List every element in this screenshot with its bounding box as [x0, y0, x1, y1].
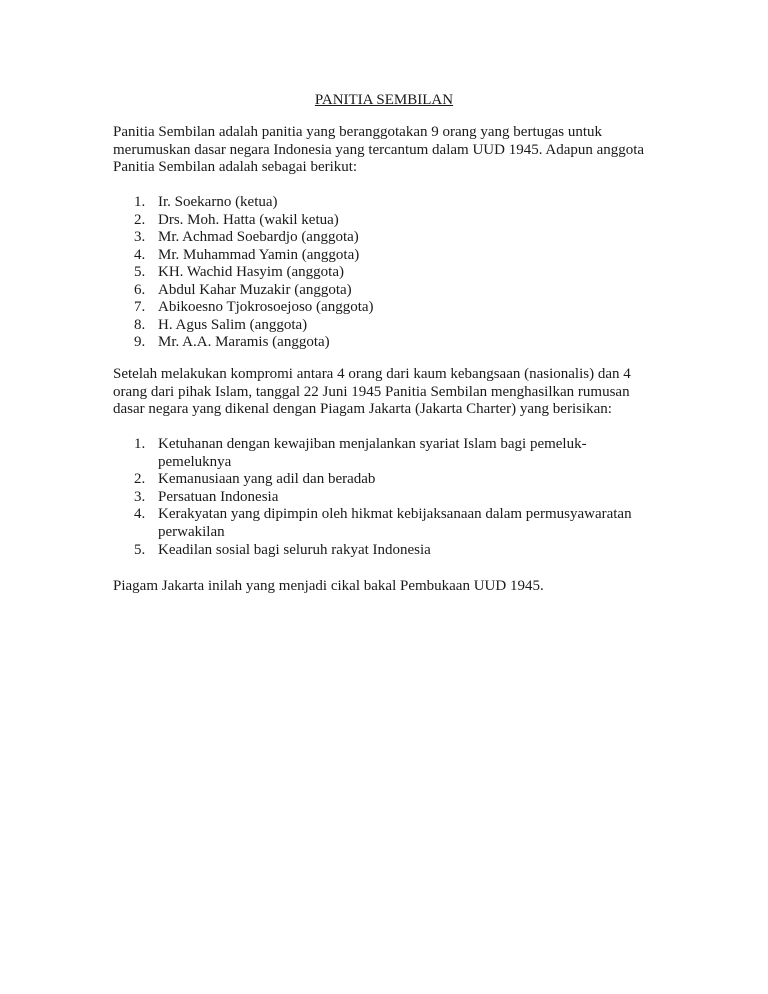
list-number: 1. — [134, 194, 146, 210]
list-text: Persatuan Indonesia — [158, 488, 279, 505]
list-number: 9. — [134, 334, 146, 350]
members-list — [113, 194, 374, 352]
list-number: 5. — [134, 541, 146, 558]
list-number: 6. — [134, 281, 146, 298]
charter-paragraph — [113, 366, 631, 419]
list-item — [113, 282, 374, 300]
list-item — [113, 229, 374, 247]
list-number: 1. — [134, 436, 146, 452]
list-number: 8. — [134, 316, 146, 333]
list-item — [113, 506, 632, 541]
list-text: Keadilan sosial bagi seluruh rakyat Indonesia — [158, 541, 431, 558]
list-number: 4. — [134, 246, 146, 263]
list-text: Mr. A.A. Maramis (anggota) — [158, 334, 330, 350]
list-item — [113, 212, 374, 230]
list-item — [113, 299, 374, 317]
list-item — [113, 471, 632, 489]
list-number: 2. — [134, 471, 146, 488]
paragraph-line: Panitia Sembilan adalah panitia yang beranggotakan 9 orang yang bertugas untuk — [113, 124, 603, 140]
list-item — [113, 436, 632, 471]
list-number: 3. — [134, 488, 146, 505]
list-item — [113, 194, 374, 212]
paragraph-line: Setelah melakukan kompromi antara 4 orang dari kaum kebangsaan (nasionalis) dan 4 — [113, 366, 631, 382]
charter-list — [113, 436, 632, 559]
list-text: Abikoesno Tjokrosoejoso (anggota) — [158, 299, 374, 315]
list-text: pemeluknya — [158, 453, 232, 470]
list-number: 5. — [134, 264, 146, 280]
intro-paragraph — [113, 124, 644, 177]
list-number: 4. — [134, 506, 146, 523]
list-number: 2. — [134, 211, 146, 228]
list-item — [113, 317, 374, 335]
paragraph-line: orang dari pihak Islam, tanggal 22 Juni 1945 Panitia Sembilan menghasilkan rumusan — [113, 383, 630, 400]
list-item — [113, 489, 632, 507]
list-text: Drs. Moh. Hatta (wakil ketua) — [158, 211, 339, 228]
list-text: Mr. Achmad Soebardjo (anggota) — [158, 229, 359, 245]
list-item — [113, 334, 374, 352]
list-text: Mr. Muhammad Yamin (anggota) — [158, 246, 360, 263]
list-number: 7. — [134, 299, 146, 315]
paragraph-line: dasar negara yang dikenal dengan Piagam Jakarta (Jakarta Charter) yang berisikan: — [113, 401, 612, 418]
list-item — [113, 542, 632, 560]
list-number: 3. — [134, 229, 146, 245]
list-text: Ketuhanan dengan kewajiban menjalankan syariat Islam bagi pemeluk- — [158, 436, 587, 452]
list-item — [113, 264, 374, 282]
list-item — [113, 247, 374, 265]
list-text: Abdul Kahar Muzakir (anggota) — [158, 281, 352, 298]
list-text: perwakilan — [158, 523, 225, 540]
paragraph-line: Panitia Sembilan adalah sebagai berikut: — [113, 159, 358, 176]
list-text: Kerakyatan yang dipimpin oleh hikmat kebijaksanaan dalam permusyawaratan — [158, 506, 632, 523]
document-title: PANITIA SEMBILAN — [314, 92, 454, 108]
paragraph-line: merumuskan dasar negara Indonesia yang tercantum dalam UUD 1945. Adapun anggota — [113, 141, 645, 158]
list-text: Ir. Soekarno (ketua) — [158, 194, 278, 210]
list-text: H. Agus Salim (anggota) — [158, 316, 308, 333]
list-text: Kemanusiaan yang adil dan beradab — [158, 471, 376, 488]
list-text: KH. Wachid Hasyim (anggota) — [158, 264, 344, 280]
closing-paragraph: Piagam Jakarta inilah yang menjadi cikal bakal Pembukaan UUD 1945. — [113, 578, 544, 594]
